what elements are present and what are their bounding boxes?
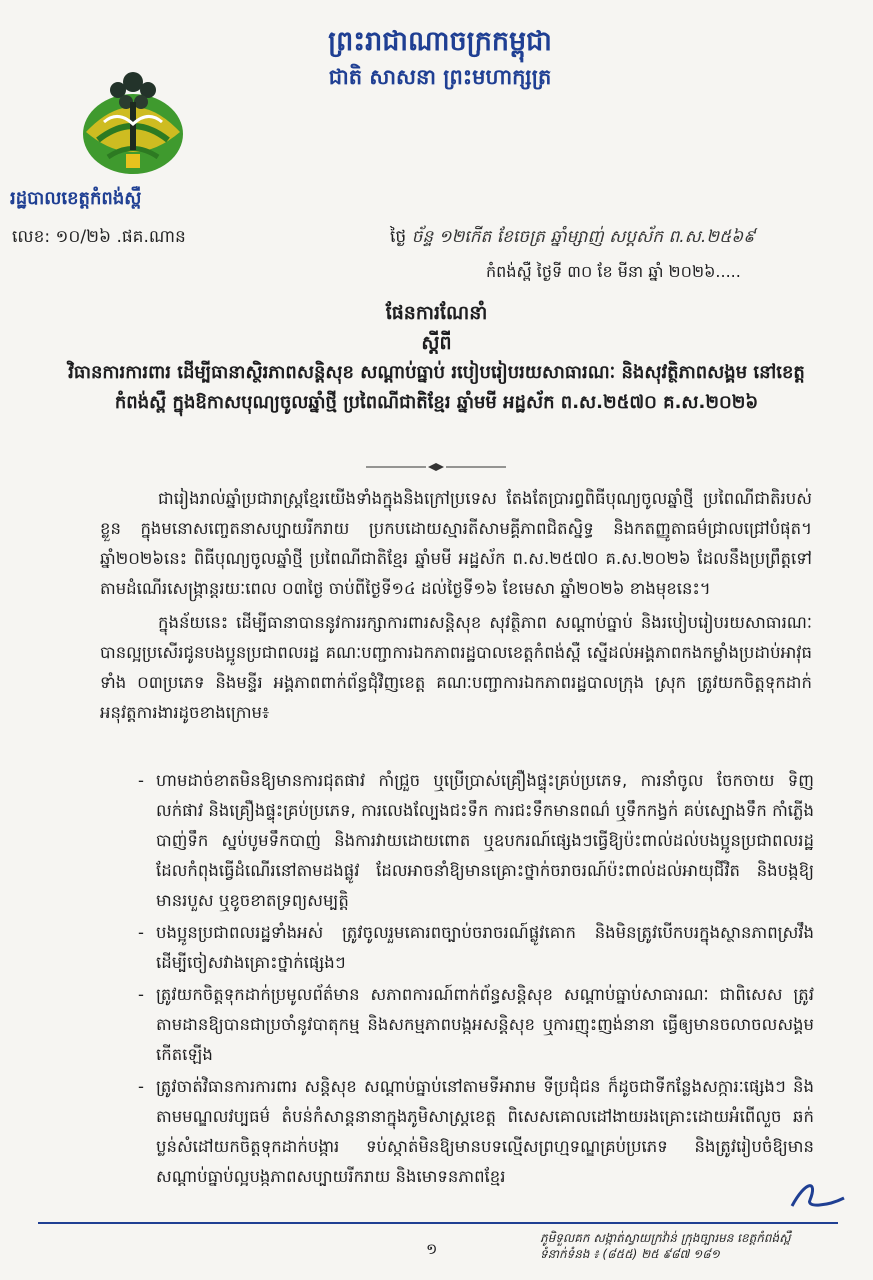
solar-date-label: កំពង់ស្ពឺ ថ្ងៃទី [486, 262, 563, 281]
national-motto: ជាតិ សាសនា ព្រះមហាក្សត្រ [328, 65, 552, 89]
title-divider [366, 462, 506, 472]
document-number-value: ១០/២៦ .ផគ.ណាន [55, 227, 186, 247]
lunar-date [390, 226, 755, 251]
title-line-2: ស្តីពី [421, 332, 452, 354]
list-item-text: ត្រូវចាត់វិធានការការពារ សន្តិសុខ សណ្តាប់ធ្នាប់នៅតាមទីអារាម ទីប្រជុំជន ក៏ដូចជាទីកន្លែងសក្ការៈផ្សេងៗ និងតាមមណ្ឌលវប្បធម៌ តំបន់កំសាន្តនានាក្នុងភូមិសាស្ត្រខេត្ត ពិសេសគោលដៅងាយរងគ្រោះដោយអំពើលួច ឆក់ ប្លន់សំដៅយកចិត្តទុកដាក់បង្ការ ទប់ស្កាត់មិនឱ្យមានបទល្មើសព្រហ្មទណ្ឌគ្រប់ប្រភេទ និងត្រូវរៀបចំឱ្យមានសណ្តាប់ធ្នាប់ល្អបង្កភាពសប្បាយរីករាយ និងមោទនភាពខ្មែរ [156, 1077, 814, 1186]
list-item [138, 766, 814, 916]
lunar-date-value: ច័ន្ទ ១២កើត ខែចេត្រ ឆ្នាំម្សាញ់ សប្តស័ក ព.ស.២៥៦៩ [411, 227, 756, 247]
footer-rule [38, 1222, 838, 1224]
province-administration: រដ្ឋបាលខេត្តកំពង់ស្ពឺ [10, 188, 142, 209]
bullet-dash: - [138, 1077, 144, 1096]
solar-date-year: ២០២៦..... [668, 262, 741, 281]
solar-date-month-label: ខែ [597, 262, 613, 281]
body-paragraph-2: ក្នុងន័យនេះ ដើម្បីធានាបាននូវការរក្សាការពារសន្តិសុខ សុវត្ថិភាព សណ្តាប់ធ្នាប់ និងរបៀបរៀបរយសាធារណៈបានល្អប្រសើរជូនបងប្អូនប្រជាពលរដ្ឋ គណៈបញ្ជាការឯកភាពរដ្ឋបាលខេត្តកំពង់ស្ពឺ ស្នើដល់អង្គភាពកងកម្លាំងប្រដាប់អាវុធទាំង ០៣ប្រភេទ និងមន្ទីរ អង្គភាពពាក់ព័ន្ធជុំវិញខេត្ត គណៈបញ្ជាការឯកភាពរដ្ឋបាលក្រុង ស្រុក ត្រូវយកចិត្តទុកដាក់អនុវត្តការងារដូចខាងក្រោម៖ [100, 613, 812, 722]
list-item-text: ហាមដាច់ខាតមិនឱ្យមានការជុតផាវ កាំជ្រួច ឬប្រើប្រាស់គ្រឿងផ្ទុះគ្រប់ប្រភេទ, ការនាំចូល ចែកចាយ ទិញលក់ផាវ និងគ្រឿងផ្ទុះគ្រប់ប្រភេទ, ការលេងល្បែងជះទឹក ការជះទឹកមានពណ៌ ឬទឹកកង្វក់ គប់ស្បោងទឹក កាំភ្លើងបាញ់ទឹក ស្នប់បូមទឹកបាញ់ និងការវាយដោយពោត ឬឧបករណ៍ផ្សេងៗធ្វើឱ្យប៉ះពាល់ដល់បងប្អូនប្រជាពលរដ្ឋ ដែលកំពុងធ្វើដំណើរនៅតាមដងផ្លូវ ដែលអាចនាំឱ្យមានគ្រោះថ្នាក់ចរាចរណ៍ប៉ះពាល់ដល់អាយុជីវិត និងបង្កឱ្យមានរបួស ឬខូចខាតទ្រព្យសម្បត្តិ [156, 771, 814, 910]
document-number-label: លេខ: [12, 227, 51, 247]
document-body [100, 484, 812, 732]
bullet-dash: - [138, 771, 144, 790]
bullet-dash: - [138, 923, 144, 942]
footer-phone-line: ទំនាក់ទំនង ៖ (៨៥៥) ២៥ ៩៨៧ ១៨១ [540, 1247, 720, 1261]
page-number: ១ [426, 1240, 438, 1258]
list-item-text: បងប្អូនប្រជាពលរដ្ឋទាំងអស់ ត្រូវចូលរួមគោរពច្បាប់ចរាចរណ៍ផ្លូវគោក និងមិនត្រូវបើកបរក្នុងស្ថានភាពស្រវឹង ដើម្បីចៀសវាងគ្រោះថ្នាក់ផ្សេងៗ [156, 923, 814, 972]
title-line-1: ផែនការណែនាំ [385, 302, 488, 324]
solar-date-day: ៣០ [567, 262, 593, 281]
title-line-3: វិធានការការពារ ដើម្បីធានាស្ថិរភាពសន្តិសុខ សណ្តាប់ធ្នាប់ របៀបរៀបរយសាធារណៈ និងសុវត្ថិភាពសង្គម នៅខេត្តកំពង់ស្ពឺ ក្នុងឱកាសបុណ្យចូលឆ្នាំថ្មី ប្រពៃណីជាតិខ្មែរ ឆ្នាំមមី អដ្ឋស័ក ព.ស.២៥៧០ គ.ស.២០២៦ [68, 362, 805, 413]
document-number [12, 226, 186, 251]
lunar-date-label: ថ្ងៃ [390, 227, 407, 247]
list-item-text: ត្រូវយកចិត្តទុកដាក់ប្រមូលព័ត៌មាន សភាពការណ៍ពាក់ព័ន្ធសន្តិសុខ សណ្តាប់ធ្នាប់សាធារណៈ ជាពិសេស ត្រូវតាមដានឱ្យបានជាប្រចាំនូវបាតុកម្ម និងសកម្មភាពបង្កអសន្តិសុខ ឬការញុះញង់នានា ធ្វើឲ្យមានចលាចលសង្គមកើតឡើង [156, 985, 814, 1064]
solar-date-year-label: ឆ្នាំ [648, 262, 664, 281]
bullet-dash: - [138, 985, 144, 1004]
provincial-emblem-icon [78, 62, 188, 177]
initial-signature-icon [788, 1176, 848, 1212]
solar-date-month: មីនា [617, 262, 644, 281]
solar-date [486, 261, 741, 285]
list-item [138, 980, 814, 1070]
body-paragraph-1: ជារៀងរាល់ឆ្នាំប្រជារាស្ត្រខ្មែរយើងទាំងក្នុងនិងក្រៅប្រទេស តែងតែប្រារព្ធពិធីបុណ្យចូលឆ្នាំថ្មី ប្រពៃណីជាតិរបស់ខ្លួន ក្នុងមនោសញ្ចេតនាសប្បាយរីករាយ ប្រកបដោយស្មារតីសាមគ្គីភាពជិតស្និទ្ធ និងកតញ្ញូតាធម៌ជ្រាលជ្រៅបំផុត។ ឆ្នាំ២០២៦នេះ ពិធីបុណ្យចូលឆ្នាំថ្មី ប្រពៃណីជាតិខ្មែរ ឆ្នាំមមី អដ្ឋស័ក ព.ស.២៥៧០ គ.ស.២០២៦ ដែលនឹងប្រព្រឹត្តទៅតាមដំណើរសេង្រ្កាន្តរយៈពេល ០៣ថ្ងៃ ចាប់ពីថ្ងៃទី១៤ ដល់ថ្ងៃទី១៦ ខែមេសា ឆ្នាំ២០២៦ ខាងមុខនេះ។ [100, 489, 812, 598]
document-title [0, 298, 873, 418]
footer-address [540, 1230, 840, 1262]
list-item [138, 918, 814, 978]
footer-address-line: ភូមិទួលគក សង្កាត់ស្វាយក្រវ៉ាន់ ក្រុងច្បារមន ខេត្តកំពង់ស្ពឺ [540, 1231, 791, 1245]
list-item [138, 1072, 814, 1192]
instruction-list [138, 766, 814, 1194]
kingdom-title: ព្រះរាជាណាចក្រកម្ពុជា [328, 26, 552, 57]
